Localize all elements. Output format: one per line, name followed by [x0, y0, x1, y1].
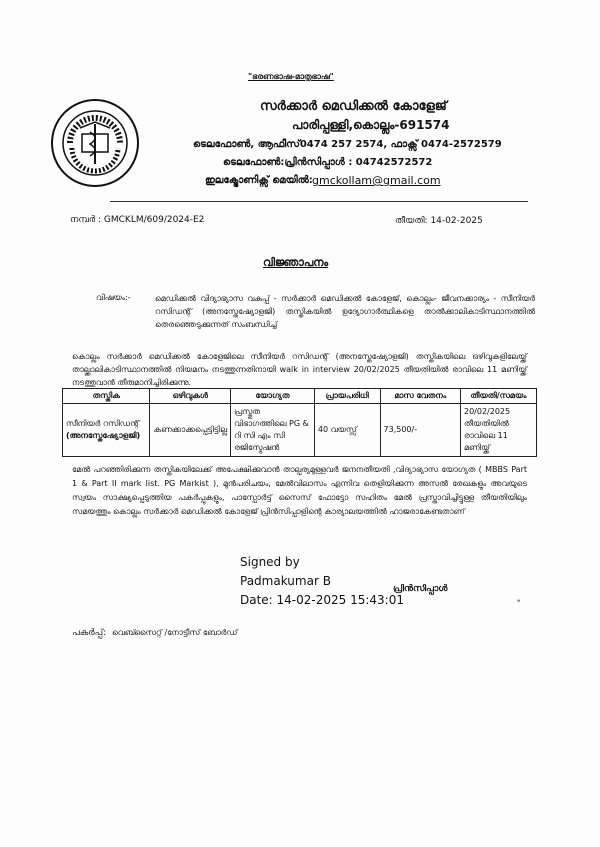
column-header-qualification: യോഗ്യത: [231, 389, 315, 404]
signatory-title: പ്രിൻസിപ്പാൾ: [393, 584, 448, 594]
subject-label: വിഷയം:-: [96, 293, 131, 302]
notice-paragraph-2: മേൽ പറഞ്ഞിരിക്കുന്ന തസ്തികയിലേക്ക് അപേക്ഷിക്കുവാൻ താല്പര്യമുള്ളവർ ജനനതീയതി ,വിദ്യാഭ്യാസ യോഗ്യത ( MBBS Part 1 & Part II mark list. PG Markist ), മുൻപരിചയം, മേൽവിലാസം എന്നിവ തെളിയിക്കുന്ന അസൽ രേഖകളും അവയുടെ സ്വയം സാക്ഷ്യപ്പെടുത്തിയ പകർപ്പുകളും, പാസ്പോർട്ട് സൈസ് ഫോട്ടോ സഹിതം മേൽ പ്രസ്താവിച്ചിട്ടുള്ള തീയതിയിലും സമയത്തും കൊല്ലം സർക്കാർ മെഡിക്കൽ കോളേജ് പ്രിൻസിപ്പാളിന്റെ കാര്യാലയത്തിൽ ഹാജരാകേണ്ടതാണ്: [72, 465, 527, 516]
cell-salary: 73,500/-: [380, 404, 460, 457]
cell-datetime: 20/02/2025 തീയതിയിൽ രാവിലെ 11 മണിയ്ക്ക്: [461, 404, 537, 457]
principal-phone: ടെലഫോൺ:പ്രിൻസിപ്പാൾ : 04742572572: [223, 157, 433, 168]
post-name: സീനിയർ റസിഡന്റ്: [66, 419, 140, 428]
column-header-datetime: തീയതി/സമയം: [461, 389, 537, 404]
notice-date: തീയതി: 14-02-2025: [395, 216, 483, 226]
official-language-motto: "ഭരണഭാഷ-മാതൃഭാഷ": [248, 72, 334, 81]
copy-label: പകർപ്പ്:: [72, 628, 107, 638]
cell-qualification: പ്രസ്തുത വിഭാഗത്തിലെ PG & റി സി എം സി രജിസ്ട്രേഷൻ: [231, 404, 315, 457]
column-header-age-limit: പ്രായപരിധി: [314, 389, 380, 404]
post-specialty: (അനസ്തേഷ്യോളജി): [66, 431, 141, 440]
column-header-vacancies: ഒഴിവുകൾ: [150, 389, 231, 404]
notice-heading: വിജ്ഞാപനം: [263, 256, 329, 269]
column-header-post: തസ്തിക: [63, 389, 150, 404]
subject-text: മെഡിക്കൽ വിദ്യാഭ്യാസ വകുപ്പ് - സർക്കാർ മെഡിക്കൽ കോളേജ്, കൊല്ലം- ജീവനക്കാര്യം - സീനിയർ റസിഡന്റ് (അനസ്തേഷ്യോളജി) തസ്തികയിൽ ഉദ്യോഗാർത്ഥികളെ താൽക്കാലികാടിസ്ഥാനത്തിൽ തെരഞ്ഞെടുക്കുന്നത് സംബന്ധിച്ച്: [155, 294, 535, 329]
cell-age-limit: 40 വയസ്സ്: [314, 404, 380, 457]
column-header-salary: മാസ വേതനം: [380, 389, 460, 404]
vacancy-table: [62, 388, 537, 457]
signature-signed-by: Signed by: [240, 555, 300, 569]
header-divider: [110, 201, 528, 202]
email-label: ഇലക്ട്രോണിക്സ് മെയിൽ:: [205, 175, 313, 186]
signature-name: Padmakumar B: [240, 574, 331, 588]
table-row: [63, 404, 537, 457]
notice-paragraph-1: കൊല്ലം സർക്കാർ മെഡിക്കൽ കോളേജിലെ സീനിയർ റസിഡന്റ് (അനസ്തേഷ്യോളജി) തസ്തികയിലെ ഒഴിവുകളിലേയ്ക്ക് താല്ക്കാലികാടിസ്ഥാനത്തിൽ നിയമനം നടത്തുന്നതിനായി walk in interview 20/02/2025 തീയതിയിൽ രാവിലെ 11 മണിയ്ക്ക് നടത്തുവാൻ തീരുമാനിച്ചിരിക്കുന്നു.: [72, 352, 527, 387]
college-emblem-logo: [50, 98, 140, 188]
table-header-row: [63, 389, 537, 404]
signature-date: Date: 14-02-2025 15:43:01: [240, 593, 404, 607]
college-name: സർക്കാർ മെഡിക്കൽ കോളേജ്: [260, 99, 447, 114]
college-address: പാരിപ്പള്ളി,കൊല്ലം-691574: [292, 118, 450, 132]
cell-vacancies: കണക്കാക്കപ്പെട്ടിട്ടില്ല: [150, 404, 231, 457]
copy-recipients: വെബ്സൈറ്റ് /നോട്ടീസ് ബോർഡ്: [112, 628, 238, 637]
email-address: gmckollam@gmail.com: [312, 174, 441, 187]
reference-number: നമ്പർ : GMCKLM/609/2024-E2: [70, 215, 205, 225]
cell-post: [63, 404, 150, 457]
signature-mark: •: [516, 597, 522, 607]
office-phone: ടെലഫോൺ, ആഫീസ്0474 257 2574, ഫാക്സ് 0474-2572579: [193, 139, 502, 150]
